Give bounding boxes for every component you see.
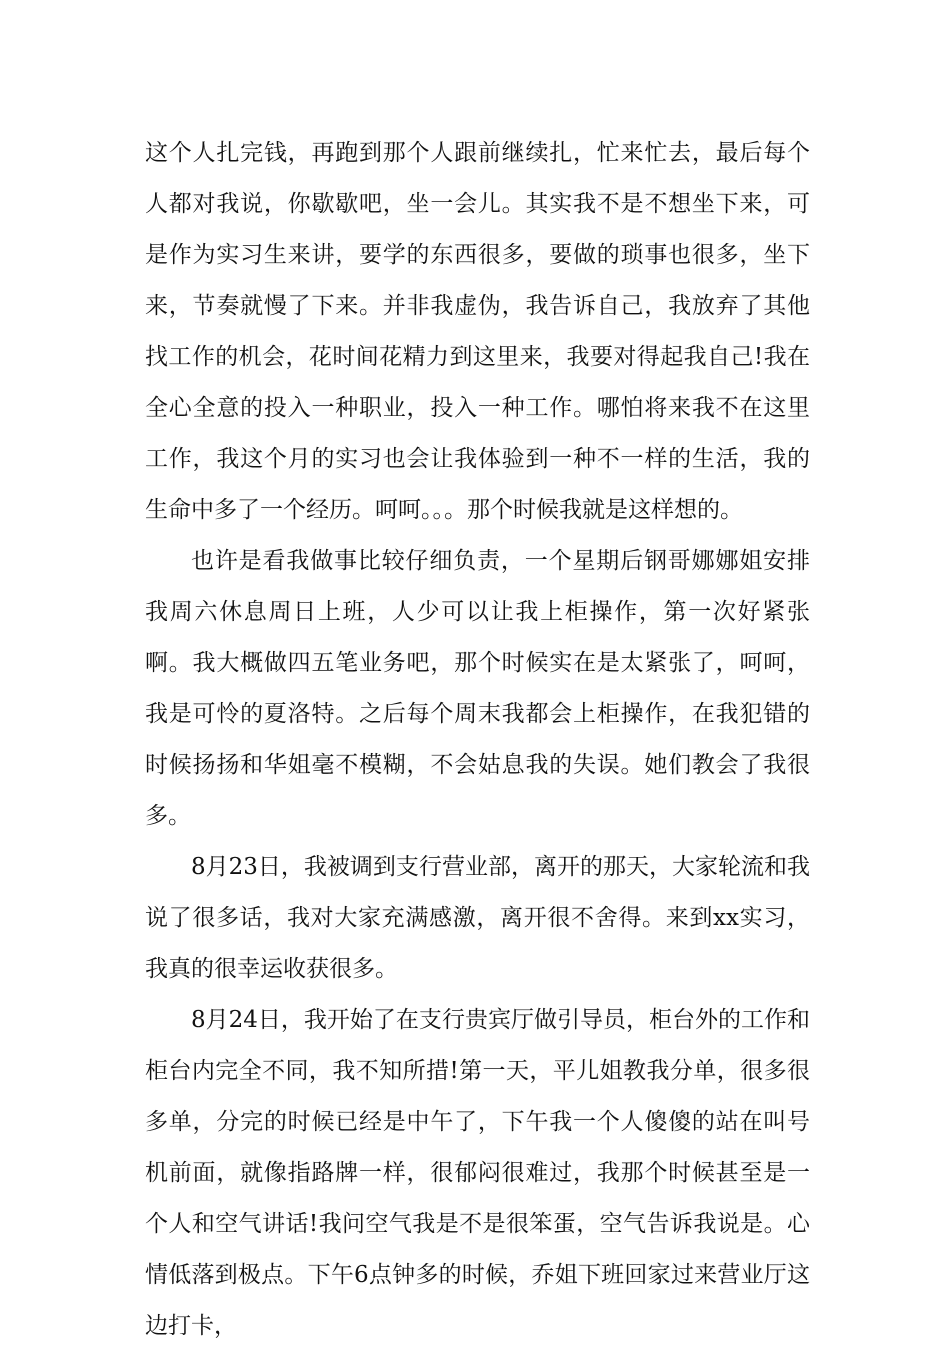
paragraph-4: 8月24日，我开始了在支行贵宾厅做引导员，柜台外的工作和柜台内完全不同，我不知所措!第一天，平儿姐教我分单，很多很多单，分完的时候已经是中午了，下午我一个人傻傻的站在叫号机前面，就像指路牌一样，很郁闷很难过，我那个时候甚至是一个人和空气讲话!我问空气我是不是很笨蛋，空气告诉我说是。心情低落到极点。下午6点钟多的时候，乔姐下班回家过来营业厅这边打卡， — [145, 1007, 810, 1339]
paragraph-2: 也许是看我做事比较仔细负责，一个星期后钢哥娜娜姐安排我周六休息周日上班，人少可以让我上柜操作，第一次好紧张啊。我大概做四五笔业务吧，那个时候实在是太紧张了，呵呵，我是可怜的夏洛特。之后每个周末我都会上柜操作，在我犯错的时候扬扬和华姐毫不模糊，不会姑息我的失误。她们教会了我很多。 — [145, 548, 810, 829]
paragraph-3: 8月23日，我被调到支行营业部，离开的那天，大家轮流和我说了很多话，我对大家充满感激，离开很不舍得。来到xx实习，我真的很幸运收获很多。 — [145, 854, 810, 982]
paragraph-1: 这个人扎完钱，再跑到那个人跟前继续扎，忙来忙去，最后每个人都对我说，你歇歇吧，坐一会儿。其实我不是不想坐下来，可是作为实习生来讲，要学的东西很多，要做的琐事也很多，坐下来，节奏就慢了下来。并非我虚伪，我告诉自己，我放弃了其他找工作的机会，花时间花精力到这里来，我要对得起我自己!我在全心全意的投入一种职业，投入一种工作。哪怕将来我不在这里工作，我这个月的实习也会让我体验到一种不一样的生活，我的生命中多了一个经历。呵呵。。。那个时候我就是这样想的。 — [145, 140, 810, 523]
document-body — [145, 128, 810, 1352]
